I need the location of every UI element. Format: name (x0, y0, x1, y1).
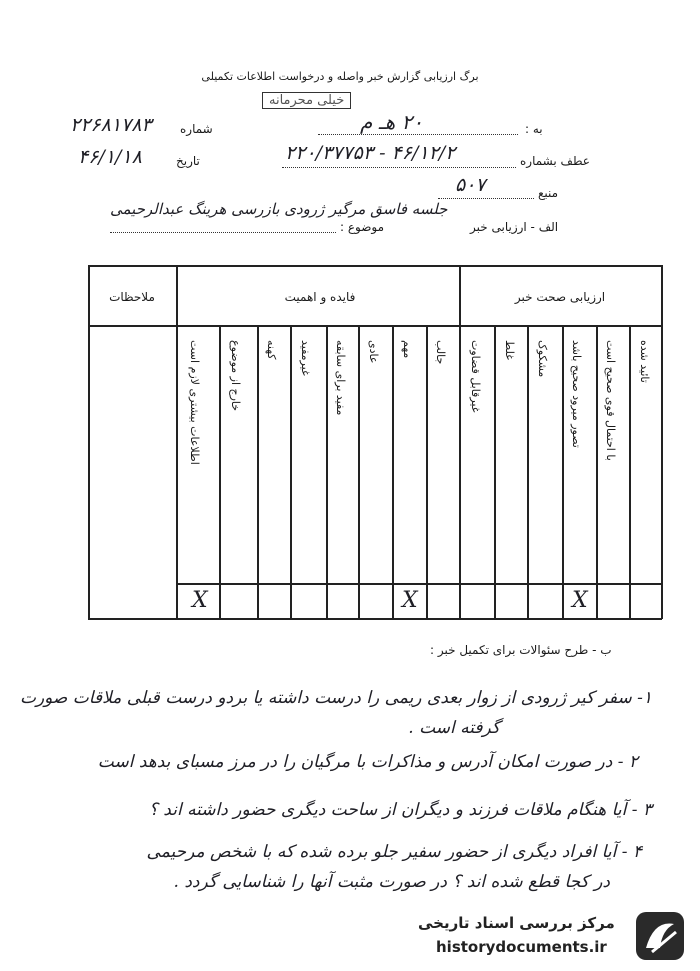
header-accuracy: ارزیابی صحت خبر (514, 290, 606, 304)
col-important: مهم (401, 340, 414, 359)
mark-possibly-true: X (572, 588, 588, 613)
header-usefulness: فایده و اهمیت (284, 290, 356, 304)
question-1-line-2: گرفته است . (408, 718, 500, 738)
col-ordinary: عادی (367, 340, 380, 364)
col-undeterminable: غیرقابل قضاوت (469, 340, 482, 413)
question-2: ۲ - در صورت امکان آدرس و مذاکرات با مرگیان را در مرز مسبای بدهد است (97, 752, 638, 772)
to-label: به : (525, 122, 543, 136)
watermark-name: مرکز بررسی اسناد تاریخی (418, 914, 615, 932)
col-possibly-true: تصور میرود صحیح باشد (570, 340, 583, 448)
col-probably-true: با احتمال قوی صحیح است (604, 340, 617, 461)
col-interesting: جالب (434, 340, 447, 365)
subject-value: جلسه فاسق مرگیر ژرودی بازرسی هرینگ عبدالرحیمی (110, 200, 448, 218)
source-label: منبع (538, 186, 559, 200)
archive-logo-icon (632, 908, 688, 964)
mark-more-info-needed: X (192, 588, 208, 613)
number-label: شماره (180, 122, 213, 136)
to-value: ۲۰ هـ م (360, 110, 423, 134)
col-useful-for-record: مفید برای سابقه (334, 340, 347, 416)
ref-label: عطف بشماره (520, 154, 590, 168)
date-value: ۴۶/۱/۱۸ (78, 146, 142, 168)
classification-stamp: خیلی محرمانه (262, 92, 351, 109)
date-label: تاریخ (176, 154, 200, 168)
mark-important: X (402, 588, 418, 613)
col-off-topic: خارج از موضوع (229, 340, 242, 412)
header-notes: ملاحظات (109, 290, 155, 304)
section-a-title: الف - ارزیابی خبر (470, 220, 559, 234)
form-title: برگ ارزیابی گزارش خبر واصله و درخواست اطلاعات تکمیلی (201, 70, 479, 83)
col-not-useful: غیرمفید (299, 340, 312, 376)
subject-label: موضوع : (340, 220, 385, 234)
section-b-title: ب - طرح سئوالات برای تکمیل خبر : (430, 643, 612, 657)
question-1-line-1: ۱- سفر کیر ژرودی از زوار بعدی ریمی را درست داشته یا بردو درست قبلی ملاقات صورت (19, 688, 652, 708)
watermark-url: historydocuments.ir (436, 938, 607, 956)
col-outdated: کهنه (265, 340, 278, 360)
question-4-line-2: در کجا قطع شده اند ؟ در صورت مثبت آنها را شناسایی گردد . (173, 872, 610, 892)
number-value: ۲۲۶۸۱۷۸۳ (70, 114, 152, 136)
col-false: غلط (503, 340, 516, 360)
col-more-info-needed: اطلاعات بیشتری لازم است (188, 340, 201, 465)
question-4-line-1: ۴ - آیا افراد دیگری از حضور سفیر جلو برده شده که با شخص مرحیمی (146, 842, 642, 862)
question-3: ۳ - آیا هنگام ملاقات فرزند و دیگران از ساحت دیگری حضور داشته اند ؟ (148, 800, 652, 820)
col-confirmed: تائید شده (638, 340, 651, 383)
col-doubtful: مشکوک (536, 340, 549, 378)
source-value: ۵۰۷ (455, 174, 486, 196)
ref-value: ۴۶/۱۲/۲ - ۲۲۰/۳۷۷۵۳ (285, 142, 456, 164)
